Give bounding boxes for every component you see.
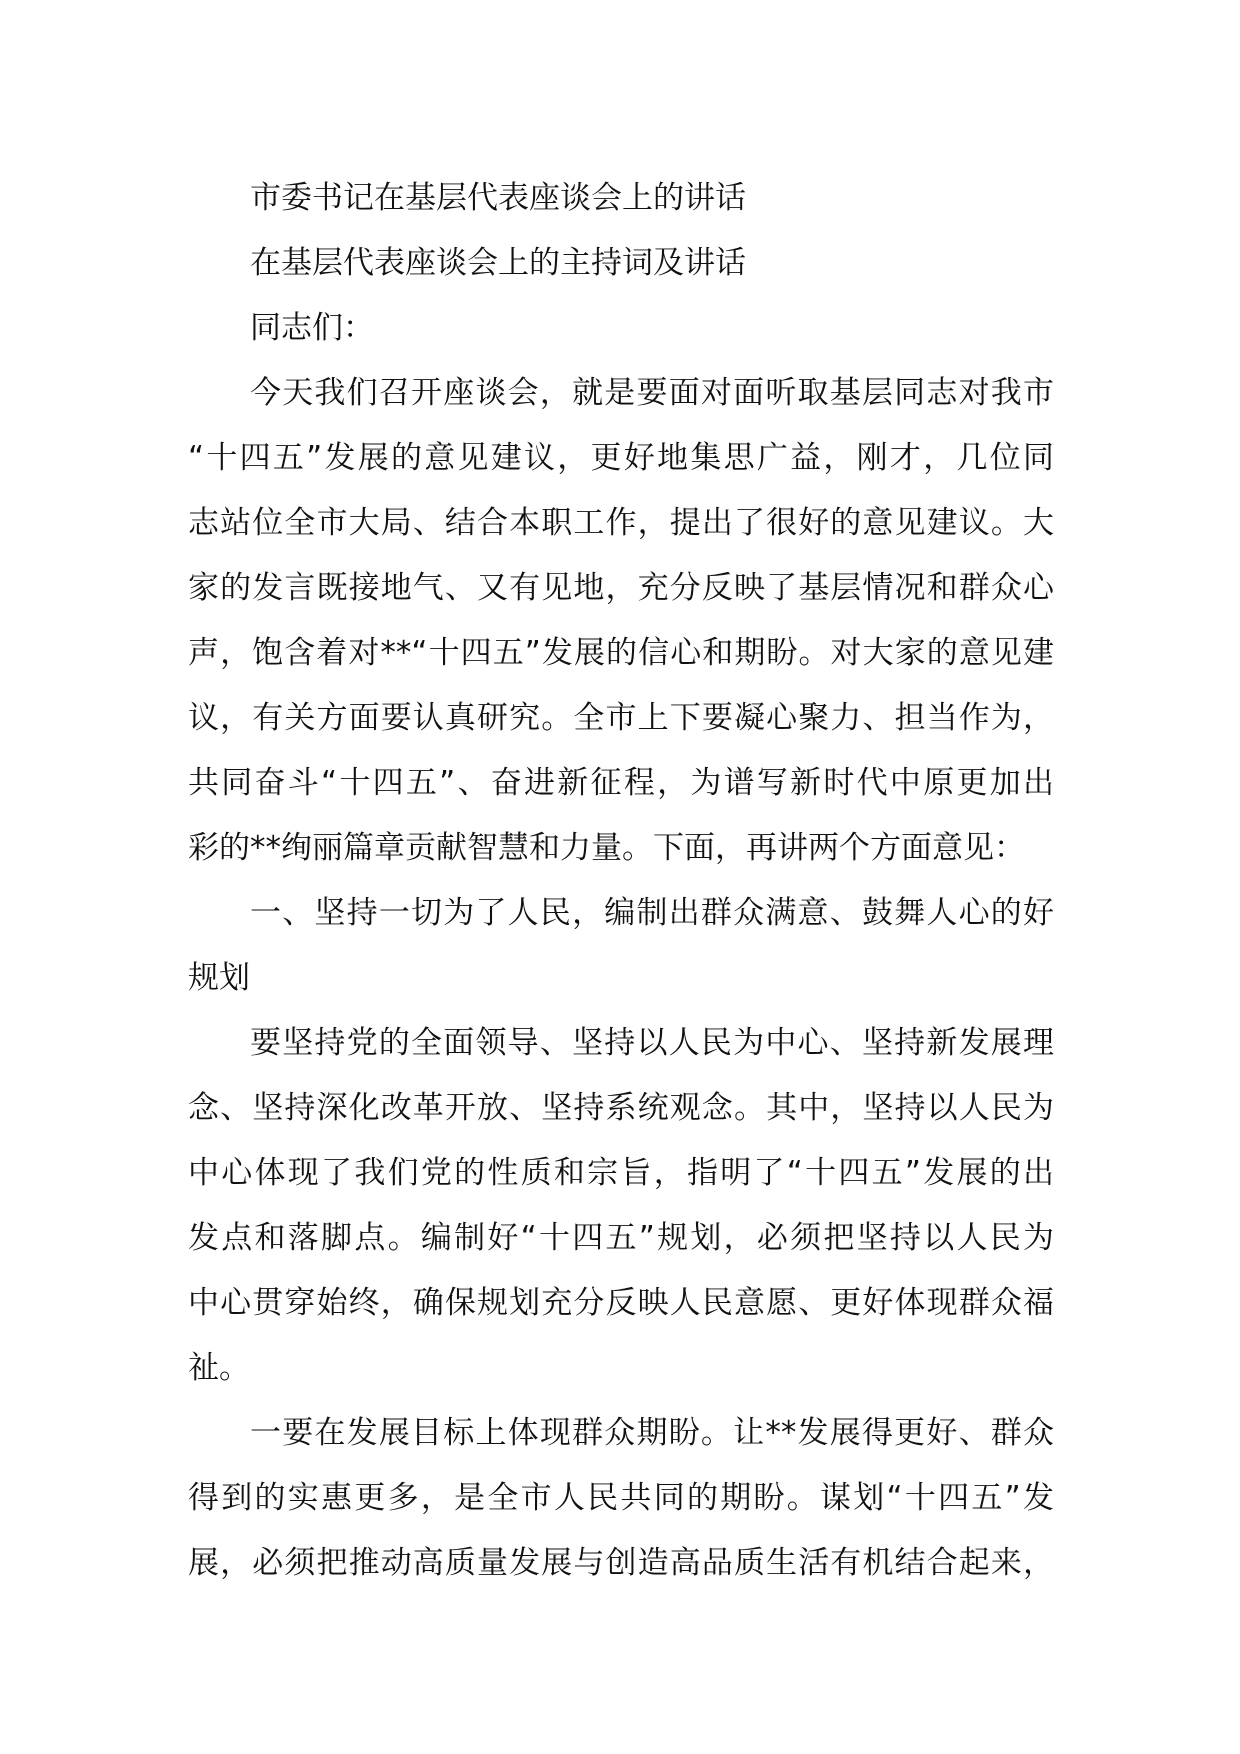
section-heading: 一、坚持一切为了人民，编制出群众满意、鼓舞人心的好 (250, 895, 1054, 931)
document-subtitle: 在基层代表座谈会上的主持词及讲话 (250, 245, 746, 281)
text-line: 彩的**绚丽篇章贡献智慧和力量。下面，再讲两个方面意见： (188, 830, 1025, 866)
text-line: 发点和落脚点。编制好“十四五”规划，必须把坚持以人民为 (188, 1220, 1054, 1256)
text-line: “十四五”发展的意见建议，更好地集思广益，刚才，几位同 (188, 440, 1054, 476)
text-line: 祉。 (188, 1350, 250, 1386)
text-line: 一要在发展目标上体现群众期盼。让**发展得更好、群众 (250, 1415, 1054, 1451)
text-line: 念、坚持深化改革开放、坚持系统观念。其中，坚持以人民为 (188, 1090, 1054, 1126)
text-line: 中心贯穿始终，确保规划充分反映人民意愿、更好体现群众福 (188, 1285, 1054, 1321)
text-line: 今天我们召开座谈会，就是要面对面听取基层同志对我市 (250, 375, 1054, 411)
text-line: 得到的实惠更多，是全市人民共同的期盼。谋划“十四五”发 (188, 1480, 1054, 1516)
text-line: 家的发言既接地气、又有见地，充分反映了基层情况和群众心 (188, 570, 1054, 606)
text-line: 中心体现了我们党的性质和宗旨，指明了“十四五”发展的出 (188, 1155, 1054, 1191)
text-line: 议，有关方面要认真研究。全市上下要凝心聚力、担当作为， (188, 700, 1054, 736)
salutation: 同志们： (250, 310, 374, 346)
section-heading: 规划 (188, 960, 250, 996)
document-body (188, 166, 1054, 1596)
document-title: 市委书记在基层代表座谈会上的讲话 (250, 180, 746, 216)
text-line: 志站位全市大局、结合本职工作，提出了很好的意见建议。大 (188, 505, 1054, 541)
text-line: 展，必须把推动高质量发展与创造高品质生活有机结合起来， (188, 1545, 1054, 1581)
text-line: 要坚持党的全面领导、坚持以人民为中心、坚持新发展理 (250, 1025, 1054, 1061)
text-line: 声，饱含着对**“十四五”发展的信心和期盼。对大家的意见建 (188, 635, 1054, 671)
text-line: 共同奋斗“十四五”、奋进新征程，为谱写新时代中原更加出 (188, 765, 1054, 801)
